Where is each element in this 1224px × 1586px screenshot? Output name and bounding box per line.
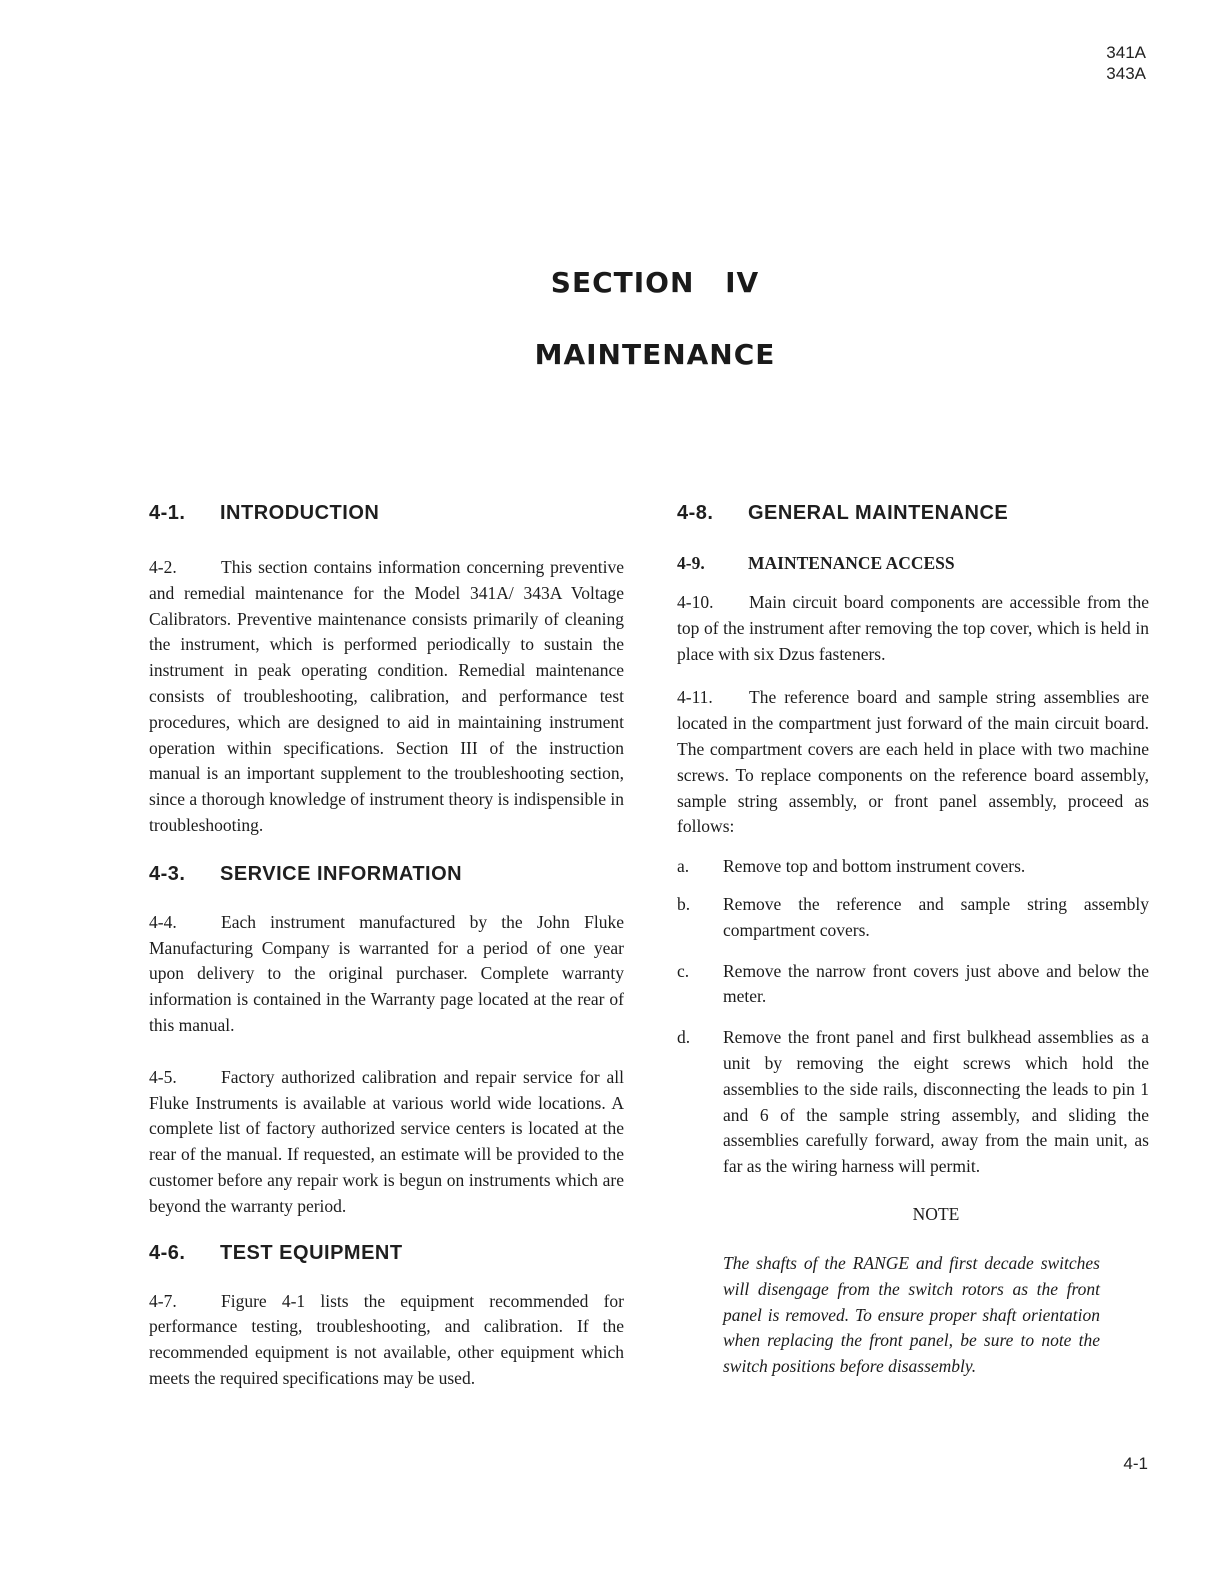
paragraph-text: Factory authorized calibration and repair service for all Fluke Instruments is available at various world wide locations. A complete list of factory authorized service centers is located at the rear of the manual. If requested, an estimate will be provided to the customer before any repair work is begun on instruments which are beyond the warranty period. [149,1066,624,1216]
heading-title: GENERAL MAINTENANCE [748,502,1009,524]
paragraph-4-5 [149,1065,624,1220]
step-letter: d. [677,1027,691,1048]
paragraph-4-2 [149,555,624,839]
heading-introduction [149,502,624,525]
heading-number: 4-1. [149,502,186,524]
heading-test-equipment [149,1242,624,1265]
paragraph-4-11 [677,685,1149,840]
step-d [677,1025,1149,1180]
subheading-title: MAINTENANCE ACCESS [748,553,955,573]
heading-general-maintenance [677,502,1149,525]
step-text: Remove the front panel and first bulkhead assemblies as a unit by removing the eight screws which hold the assemblies to the side rails, disconnecting the leads to pin 1 and 6 of the sample string assembly, and sliding the assemblies carefully forward, away from the main unit, as far as the wiring harness will permit. [723,1027,1149,1177]
paragraph-text: Each instrument manufactured by the John Fluke Manufacturing Company is warranted for a period of one year upon delivery to the original purchaser. Complete warranty information is contained in the Warranty page located at the rear of this manual. [149,911,624,1035]
heading-title: TEST EQUIPMENT [220,1241,403,1264]
step-a [677,854,1149,880]
paragraph-text: Main circuit board components are accessible from the top of the instrument after removing the top cover, which is held in place with six Dzus fasteners. [677,592,1149,664]
paragraph-number: 4-5. [149,1066,177,1087]
step-letter: b. [677,893,691,914]
step-letter: c. [677,960,690,981]
paragraph-text: The reference board and sample string assemblies are located in the compartment just forward of the main circuit board. The compartment covers are each held in place with two machine screws. To replace components on the reference board assembly, sample string assembly, or front panel assembly, proceed as follows: [677,687,1149,837]
paragraph-number: 4-2. [149,557,177,577]
note-text: The shafts of the RANGE and first decade switches will disengage from the switch rotors as the front panel is removed. To ensure proper shaft orientation when replacing the front panel, be sure to note the switch positions before disassembly. [723,1252,1100,1377]
subheading-maintenance-access [677,553,1149,574]
heading-number: 4-3. [149,862,186,885]
right-column [677,502,1149,1380]
paragraph-4-10 [677,590,1149,667]
paragraph-number: 4-7. [149,1290,177,1311]
model-number-341a: 341A [1106,43,1146,62]
paragraph-number: 4-10. [677,592,714,612]
heading-number: 4-6. [149,1241,186,1264]
procedure-steps [677,854,1149,1180]
section-subtitle: MAINTENANCE [534,338,776,371]
paragraph-number: 4-4. [149,911,177,932]
left-column [149,502,624,1392]
step-c [677,959,1149,1011]
heading-service-information [149,863,624,886]
step-b [677,892,1149,944]
paragraph-text: This section contains information concerning preventive and remedial maintenance for the Model 341A/ 343A Voltage Calibrators. Preventive maintenance consists primarily of cleaning the instrument, which is performed periodically to sustain the instrument in peak operating condition. Remedial maintenance consists of troubleshooting, calibration, and performance test procedures, which are designed to aid in maintaining instrument operation within specifications. Section III of the instruction manual is an important supplement to the troubleshooting section, since a thorough knowledge of instrument theory is indispensible in troubleshooting. [149,557,624,835]
step-text: Remove the narrow front covers just above and below the meter. [723,960,1149,1007]
step-letter: a. [677,856,690,877]
section-title: SECTION IV [550,266,760,299]
page-number: 4-1 [1123,1454,1148,1473]
paragraph-4-7 [149,1289,624,1392]
paragraph-4-4 [149,910,624,1039]
step-text: Remove top and bottom instrument covers. [723,856,1026,877]
paragraph-text: Figure 4-1 lists the equipment recommended for performance testing, troubleshooting, and calibration. If the recommended equipment is not available, other equipment which meets the required specifications may be used. [149,1290,624,1388]
subheading-number: 4-9. [677,553,705,573]
heading-title: SERVICE INFORMATION [220,862,463,885]
note-label: NOTE [912,1203,960,1224]
model-number-343a: 343A [1106,64,1146,83]
heading-number: 4-8. [677,502,714,524]
heading-title: INTRODUCTION [220,502,380,524]
paragraph-number: 4-11. [677,687,713,708]
step-text: Remove the reference and sample string assembly compartment covers. [723,893,1149,940]
model-numbers [1106,42,1146,84]
